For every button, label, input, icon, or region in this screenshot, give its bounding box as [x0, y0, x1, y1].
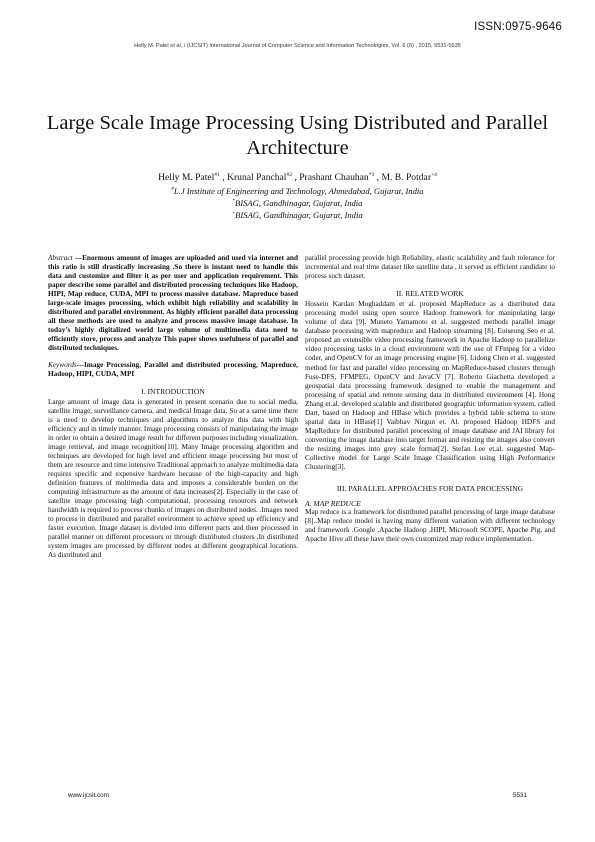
author-mark: +4: [431, 172, 437, 178]
section-body: Map reduce is a framework for distributed parallel processing of large image database [8]..Map reduce model is having many different variation with different technology and framework .Google ,Apache Hadoop ,HIPI, Microsoft SCOPE, Apache Pig, and Apache Hive all these have their own customized map reduce implementation.: [305, 508, 555, 544]
right-column: [305, 254, 555, 544]
paper-title: Large Scale Image Processing Using Distributed and Parallel Architecture: [46, 112, 549, 159]
affiliation-text: BISAG, Gandhinagar, Gujarat, India: [235, 198, 363, 208]
author-mark: *3: [368, 172, 375, 178]
author-name: Krunal Panchal: [227, 172, 287, 184]
keywords-label: Keywords: [48, 360, 77, 369]
author-mark: #1: [214, 172, 220, 178]
author-name: Helly M. Patel: [158, 172, 215, 184]
affiliation: [0, 198, 595, 208]
author-name: Prashant Chauhan: [299, 172, 369, 184]
subsection-heading: A. MAP REDUCE: [305, 499, 361, 509]
page-number: 5531: [512, 792, 527, 799]
section-heading: II. RELATED WORK: [396, 289, 464, 299]
author-list: Helly M. Patel$^{\#1}$ , Krunal Panchal$^{\#2}$ , Prashant Chauhan$^{*3}$ , M. B. Potdar$^{+4}$: [158, 172, 437, 184]
section-heading: III. PARALLEL APPROACHES FOR DATA PROCESSING: [336, 484, 524, 494]
section-body: Large amount of image data is generated in present scenario due to social media, satellite image, surveillance camera, and medical Image data. So at a same time there is a need to develop techniques and algorithms to analyze this data with high efficiency and in timely manner. Image processing consists of manipulating the image in order to obtain a desired image result for different purposes including visualization, image retrieval, and image recognition[10]. Many Image processing algorithm and techniques are developed for high level and efficient image processing but most of them are resource and time intensive Traditional approach to analyze multimedia data requires specific and expensive hardware because of the high-capacity and high definition features of multimedia data and imposes a considerable burden on the computing infrastructure as the amount of data increases[2]. Especially in the case of satellite image processing high computational, processing resources and network handwidth is required to process chunks of images on distributed nodes. .Images need to process in distributed and parallel environment to achieve speed up efficiency and faster execution. Image dataset is divided into different parts and then processed in parallel manner on different processors or through distributed clusters .In distributed system images are processed by different nodes at different geographical locations. As distributed and: [48, 397, 298, 560]
abstract-label: Abstract: [48, 254, 73, 262]
affiliation-mark: +: [232, 211, 236, 217]
affiliation-text: BISAG, Gandhinagar, Gujarat, India: [235, 210, 363, 220]
affiliation-mark: #: [171, 187, 174, 193]
footer-website: www.ijcsit.com: [68, 792, 109, 799]
keywords: [48, 361, 298, 379]
author-mark: #2: [286, 172, 292, 178]
section-body: parallel processing provide high Reliability, elastic scalability and fault tolerance for incremental and real time dataset like satellite data , it served as efficient candidate to process such dataset.: [305, 254, 555, 281]
issn: ISSN:0975-9646: [474, 21, 562, 33]
affiliation-text: L.J Institute of Engineering and Technology, Ahmedabad, Gujarat, India: [173, 186, 424, 196]
affiliation: [0, 210, 595, 220]
abstract-text: ---Enormous amount of images are uploaded and used via internet and this ratio is still drastically increasing .So there is instant need to handle this data and customize and filter it as per user and application requirement. This paper describe some parallel and distributed processing techniques like Hadoop, HIPI, Map reduce, CUDA, MPI to process massive database. Mapreduce based large-scale images processing, which exhibit high reliability and scalability in distributed and parallel environment. As highly efficient parallel data processing all these methods are used to analyze and process massive image database. In today’s highly digitalized world large volume of multimedia data need to efficiently store, process and analyze This paper shows usefulness of parallel and distributed techniques.: [48, 254, 298, 353]
section-heading: I. INTRODUCTION: [141, 386, 205, 396]
affiliation: [0, 186, 595, 196]
section-body: Hossein Kardan Moghaddam et al. proposed MapReduce as a distributed data processing model using open source Hadoop framework for manipulating large volume of data [9]. Muneto Yamamoto et al. suggested methods parallel image database processing with mapreduce and Hadoop streaming [8]. Euiseong Seo et al. proposed an extensible video processing framework in Apache Hadoop to parallelize video processing tasks in a cloud environment with the use of FFmpeg for a video coder, and OpenCV for an image processing engine [6]. Lidong Chen et al. suggested method for fast and parallel video processing on MapReduce-based clusters through Fuse-DFS, FFMPEG, OpenCV and JavaCV [7]. Roberto Giachetta developed a geospatial data processing framework designed to enable the management and processing of spatial and remote sensing data in distributed environment [4]. Hong Zhang et.al. developed scalable and distributed geographic information system, called Dart, based on Hadoop and HBase which provides a hybrid table schema to store spatial data in HBase[1] Vaibhav Nirgun et. Al. proposed Hadoop HDFS and MapReduce for distributed parallel processing of image database and JAI library for converting the image database into target format and resizing the images also convert the resizing images into grey scale format[2]. Stefan Lee et.al. suggested Map-Collective model for Large Scale Image Classification using High Performance Clustering[3].: [305, 300, 555, 472]
keywords-text: ---Image Processing, Parallel and distributed processing, Mapreduce, Hadoop, HIPI, CUDA, MPI: [48, 360, 298, 378]
affiliation-mark: *: [232, 199, 235, 205]
running-head: Helly M. Patel et al, / (IJCSIT) International Journal of Computer Science and Information Technologies, Vol. 6 (6) , 2015, 5531-5535: [134, 43, 461, 49]
abstract: [48, 254, 298, 354]
left-column: [48, 254, 298, 561]
author-name: M. B. Potdar: [381, 172, 432, 184]
